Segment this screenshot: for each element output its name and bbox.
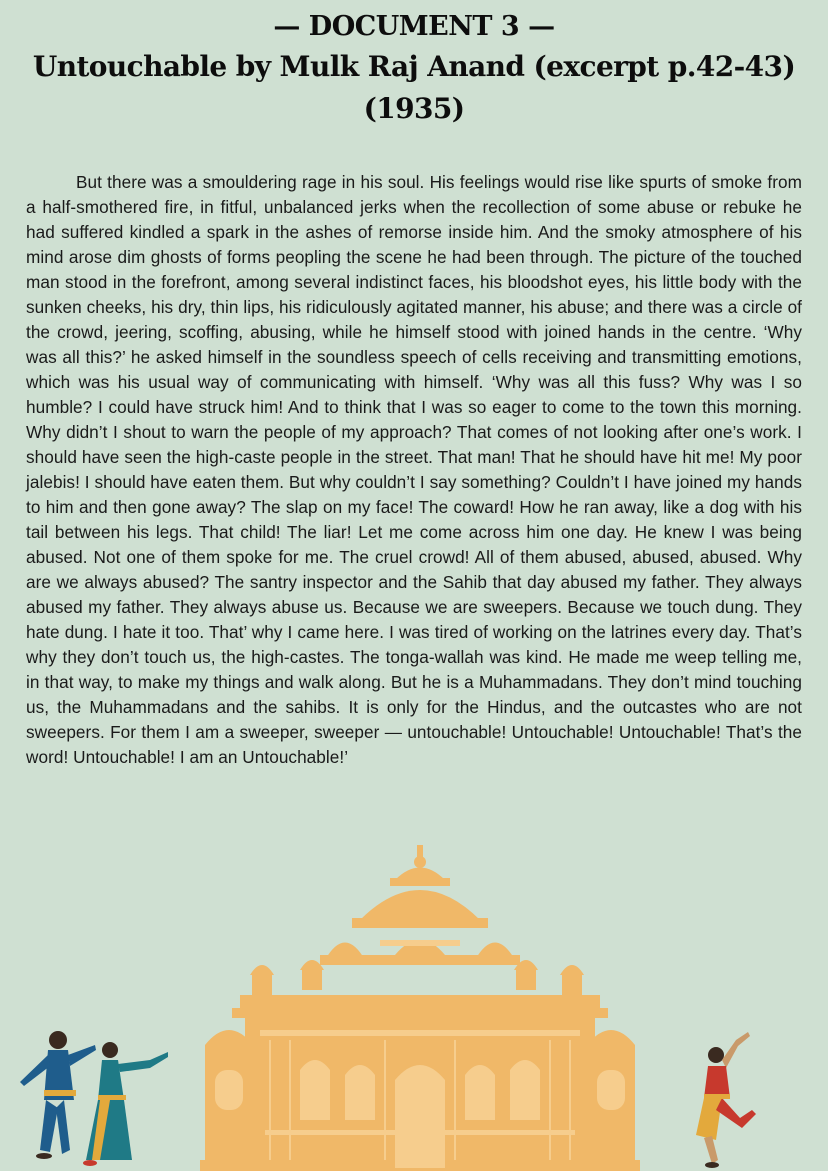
document-title: Untouchable by Mulk Raj Anand (excerpt p.42-43) — [32, 50, 796, 83]
dancer-illustration — [696, 1032, 756, 1168]
dancing-couple-illustration — [20, 1031, 168, 1166]
temple-illustration — [200, 845, 640, 1171]
document-header — [0, 8, 828, 130]
document-year: (1935) — [363, 92, 465, 125]
excerpt-paragraph: But there was a smouldering rage in his soul. His feelings would rise like spurts of smoke from a half-smothered fire, in fitful, unbalanced jerks when the recollection of some abuse or rebuke he had suffered kindled a spark in the ashes of remorse inside him. And the smoky atmosphere of his mind arose dim ghosts of forms peopling the scene he had been through. The picture of the touched man stood in the forefront, among several indistinct faces, his bloodshot eyes, his little body with the sunken cheeks, his dry, thin lips, his ridiculously agitated manner, his abuse; and there was a circle of the crowd, jeering, scoffing, abusing, while he himself stood with joined hands in the centre. ‘Why was all this?’ he asked himself in the soundless speech of cells receiving and transmitting emotions, which was his usual way of communicating with himself. ‘Why was all this fuss? Why was I so humble? I could have struck him! And to think that I was so eager to come to the town this morning. Why didn’t I shout to warn the people of my approach? That comes of not looking after one’s work. I should have seen the high-caste people in the street. That man! That he should have hit me! My poor jalebis! I should have eaten them. But why couldn’t I say something? Couldn’t I have joined my hands to him and then gone away? The slap on my face! The coward! How he ran away, like a dog with his tail between his legs. That child! The liar! Let me come across him one day. He knew I was being abused. Not one of them spoke for me. The cruel crowd! All of them abused, abused, abused. Why are we always abused? The santry inspector and the Sahib that day abused my father. They always abused my father. They always abuse us. Because we are sweepers. Because we touch dung. They hate dung. I hate it too. That’ why I came here. I was tired of working on the latrines every day. That’s why they don’t touch us, the high-castes. The tonga-wallah was kind. He made me weep telling me, in that way, to make my things and walk along. But he is a Muhammadans. They don’t mind touching us, the Muhammadans and the sahibs. It is only for the Hindus, and the outcastes who are not sweepers. For them I am a sweeper, sweeper — untouchable! Untouchable! Untouchable! That’s the word! Untouchable! I am an Untouchable!’ — [26, 172, 802, 767]
document-label: — DOCUMENT 3 — — [273, 11, 555, 42]
